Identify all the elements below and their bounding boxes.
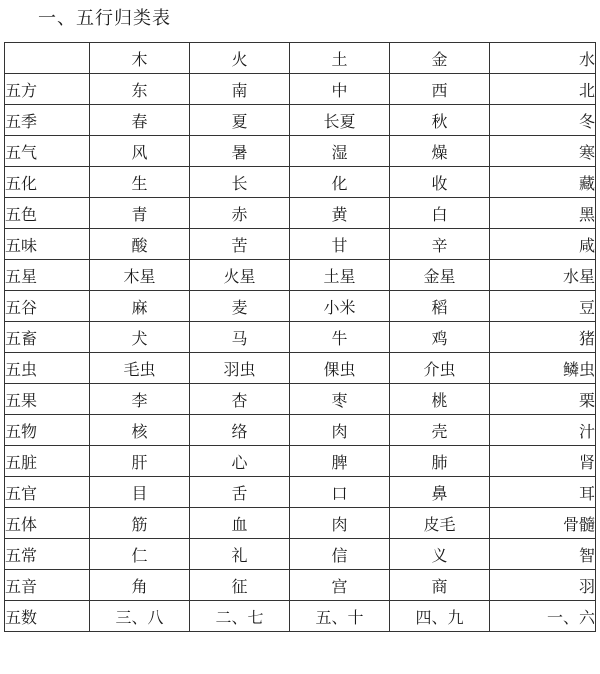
table-cell: 稻	[390, 291, 490, 322]
table-cell: 鸡	[390, 322, 490, 353]
table-cell: 血	[190, 508, 290, 539]
table-cell: 白	[390, 198, 490, 229]
row-label: 五音	[5, 570, 90, 601]
table-cell: 鳞虫	[490, 353, 596, 384]
table-cell: 羽	[490, 570, 596, 601]
table-cell: 肉	[290, 415, 390, 446]
table-cell: 咸	[490, 229, 596, 260]
table-cell: 核	[90, 415, 190, 446]
table-cell: 小米	[290, 291, 390, 322]
table-cell: 春	[90, 105, 190, 136]
table-cell: 燥	[390, 136, 490, 167]
table-cell: 火星	[190, 260, 290, 291]
table-cell: 肝	[90, 446, 190, 477]
table-cell: 脾	[290, 446, 390, 477]
table-cell: 猪	[490, 322, 596, 353]
table-row	[5, 260, 596, 291]
row-label: 五果	[5, 384, 90, 415]
table-cell: 肉	[290, 508, 390, 539]
header-cell: 土	[290, 43, 390, 74]
table-header-row	[5, 43, 596, 74]
table-cell: 舌	[190, 477, 290, 508]
table-cell: 犬	[90, 322, 190, 353]
table-cell: 南	[190, 74, 290, 105]
table-row	[5, 384, 596, 415]
table-cell: 信	[290, 539, 390, 570]
table-cell: 栗	[490, 384, 596, 415]
table-cell: 宫	[290, 570, 390, 601]
table-row	[5, 601, 596, 632]
row-label: 五色	[5, 198, 90, 229]
table-row	[5, 415, 596, 446]
table-cell: 麻	[90, 291, 190, 322]
row-label: 五虫	[5, 353, 90, 384]
table-row	[5, 353, 596, 384]
table-cell: 络	[190, 415, 290, 446]
table-cell: 黑	[490, 198, 596, 229]
table-cell: 李	[90, 384, 190, 415]
table-cell: 木星	[90, 260, 190, 291]
table-cell: 商	[390, 570, 490, 601]
table-cell: 口	[290, 477, 390, 508]
table-cell: 寒	[490, 136, 596, 167]
table-cell: 辛	[390, 229, 490, 260]
table-cell: 秋	[390, 105, 490, 136]
table-row	[5, 229, 596, 260]
row-label: 五数	[5, 601, 90, 632]
table-cell: 中	[290, 74, 390, 105]
table-row	[5, 446, 596, 477]
row-label: 五脏	[5, 446, 90, 477]
table-row	[5, 477, 596, 508]
table-cell: 金星	[390, 260, 490, 291]
table-cell: 智	[490, 539, 596, 570]
table-cell: 甘	[290, 229, 390, 260]
header-corner-cell	[5, 43, 90, 74]
row-label: 五谷	[5, 291, 90, 322]
table-cell: 倮虫	[290, 353, 390, 384]
five-elements-table	[4, 42, 596, 632]
table-cell: 汁	[490, 415, 596, 446]
table-cell: 毛虫	[90, 353, 190, 384]
header-cell: 金	[390, 43, 490, 74]
table-cell: 苦	[190, 229, 290, 260]
header-cell: 水	[490, 43, 596, 74]
row-label: 五方	[5, 74, 90, 105]
table-row	[5, 74, 596, 105]
table-cell: 藏	[490, 167, 596, 198]
table-cell: 东	[90, 74, 190, 105]
table-cell: 赤	[190, 198, 290, 229]
table-cell: 杏	[190, 384, 290, 415]
table-cell: 耳	[490, 477, 596, 508]
row-label: 五化	[5, 167, 90, 198]
table-cell: 目	[90, 477, 190, 508]
header-cell: 木	[90, 43, 190, 74]
row-label: 五味	[5, 229, 90, 260]
table-cell: 骨髓	[490, 508, 596, 539]
table-cell: 筋	[90, 508, 190, 539]
table-cell: 牛	[290, 322, 390, 353]
table-row	[5, 539, 596, 570]
table-cell: 羽虫	[190, 353, 290, 384]
row-label: 五体	[5, 508, 90, 539]
table-row	[5, 136, 596, 167]
table-row	[5, 105, 596, 136]
table-cell: 桃	[390, 384, 490, 415]
table-cell: 酸	[90, 229, 190, 260]
table-cell: 长	[190, 167, 290, 198]
table-cell: 化	[290, 167, 390, 198]
row-label: 五物	[5, 415, 90, 446]
table-cell: 三、八	[90, 601, 190, 632]
row-label: 五官	[5, 477, 90, 508]
table-cell: 黄	[290, 198, 390, 229]
table-cell: 湿	[290, 136, 390, 167]
table-cell: 义	[390, 539, 490, 570]
row-label: 五季	[5, 105, 90, 136]
table-row	[5, 570, 596, 601]
table-cell: 北	[490, 74, 596, 105]
row-label: 五气	[5, 136, 90, 167]
table-cell: 角	[90, 570, 190, 601]
table-cell: 夏	[190, 105, 290, 136]
header-cell: 火	[190, 43, 290, 74]
table-cell: 冬	[490, 105, 596, 136]
table-cell: 马	[190, 322, 290, 353]
table-cell: 豆	[490, 291, 596, 322]
table-row	[5, 322, 596, 353]
table-cell: 鼻	[390, 477, 490, 508]
row-label: 五畜	[5, 322, 90, 353]
table-cell: 仁	[90, 539, 190, 570]
table-cell: 征	[190, 570, 290, 601]
table-cell: 枣	[290, 384, 390, 415]
row-label: 五常	[5, 539, 90, 570]
table-cell: 收	[390, 167, 490, 198]
table-cell: 青	[90, 198, 190, 229]
table-cell: 肺	[390, 446, 490, 477]
table-cell: 西	[390, 74, 490, 105]
table-cell: 礼	[190, 539, 290, 570]
table-cell: 生	[90, 167, 190, 198]
table-cell: 麦	[190, 291, 290, 322]
table-cell: 暑	[190, 136, 290, 167]
table-cell: 一、六	[490, 601, 596, 632]
table-cell: 二、七	[190, 601, 290, 632]
table-cell: 五、十	[290, 601, 390, 632]
table-row	[5, 291, 596, 322]
row-label: 五星	[5, 260, 90, 291]
page-title: 一、五行归类表	[38, 8, 171, 29]
table-cell: 壳	[390, 415, 490, 446]
table-cell: 土星	[290, 260, 390, 291]
table-cell: 皮毛	[390, 508, 490, 539]
table-cell: 介虫	[390, 353, 490, 384]
table-row	[5, 167, 596, 198]
table-cell: 水星	[490, 260, 596, 291]
table-cell: 四、九	[390, 601, 490, 632]
table-cell: 风	[90, 136, 190, 167]
table-row	[5, 198, 596, 229]
table-row	[5, 508, 596, 539]
table-cell: 心	[190, 446, 290, 477]
table-cell: 肾	[490, 446, 596, 477]
table-cell: 长夏	[290, 105, 390, 136]
